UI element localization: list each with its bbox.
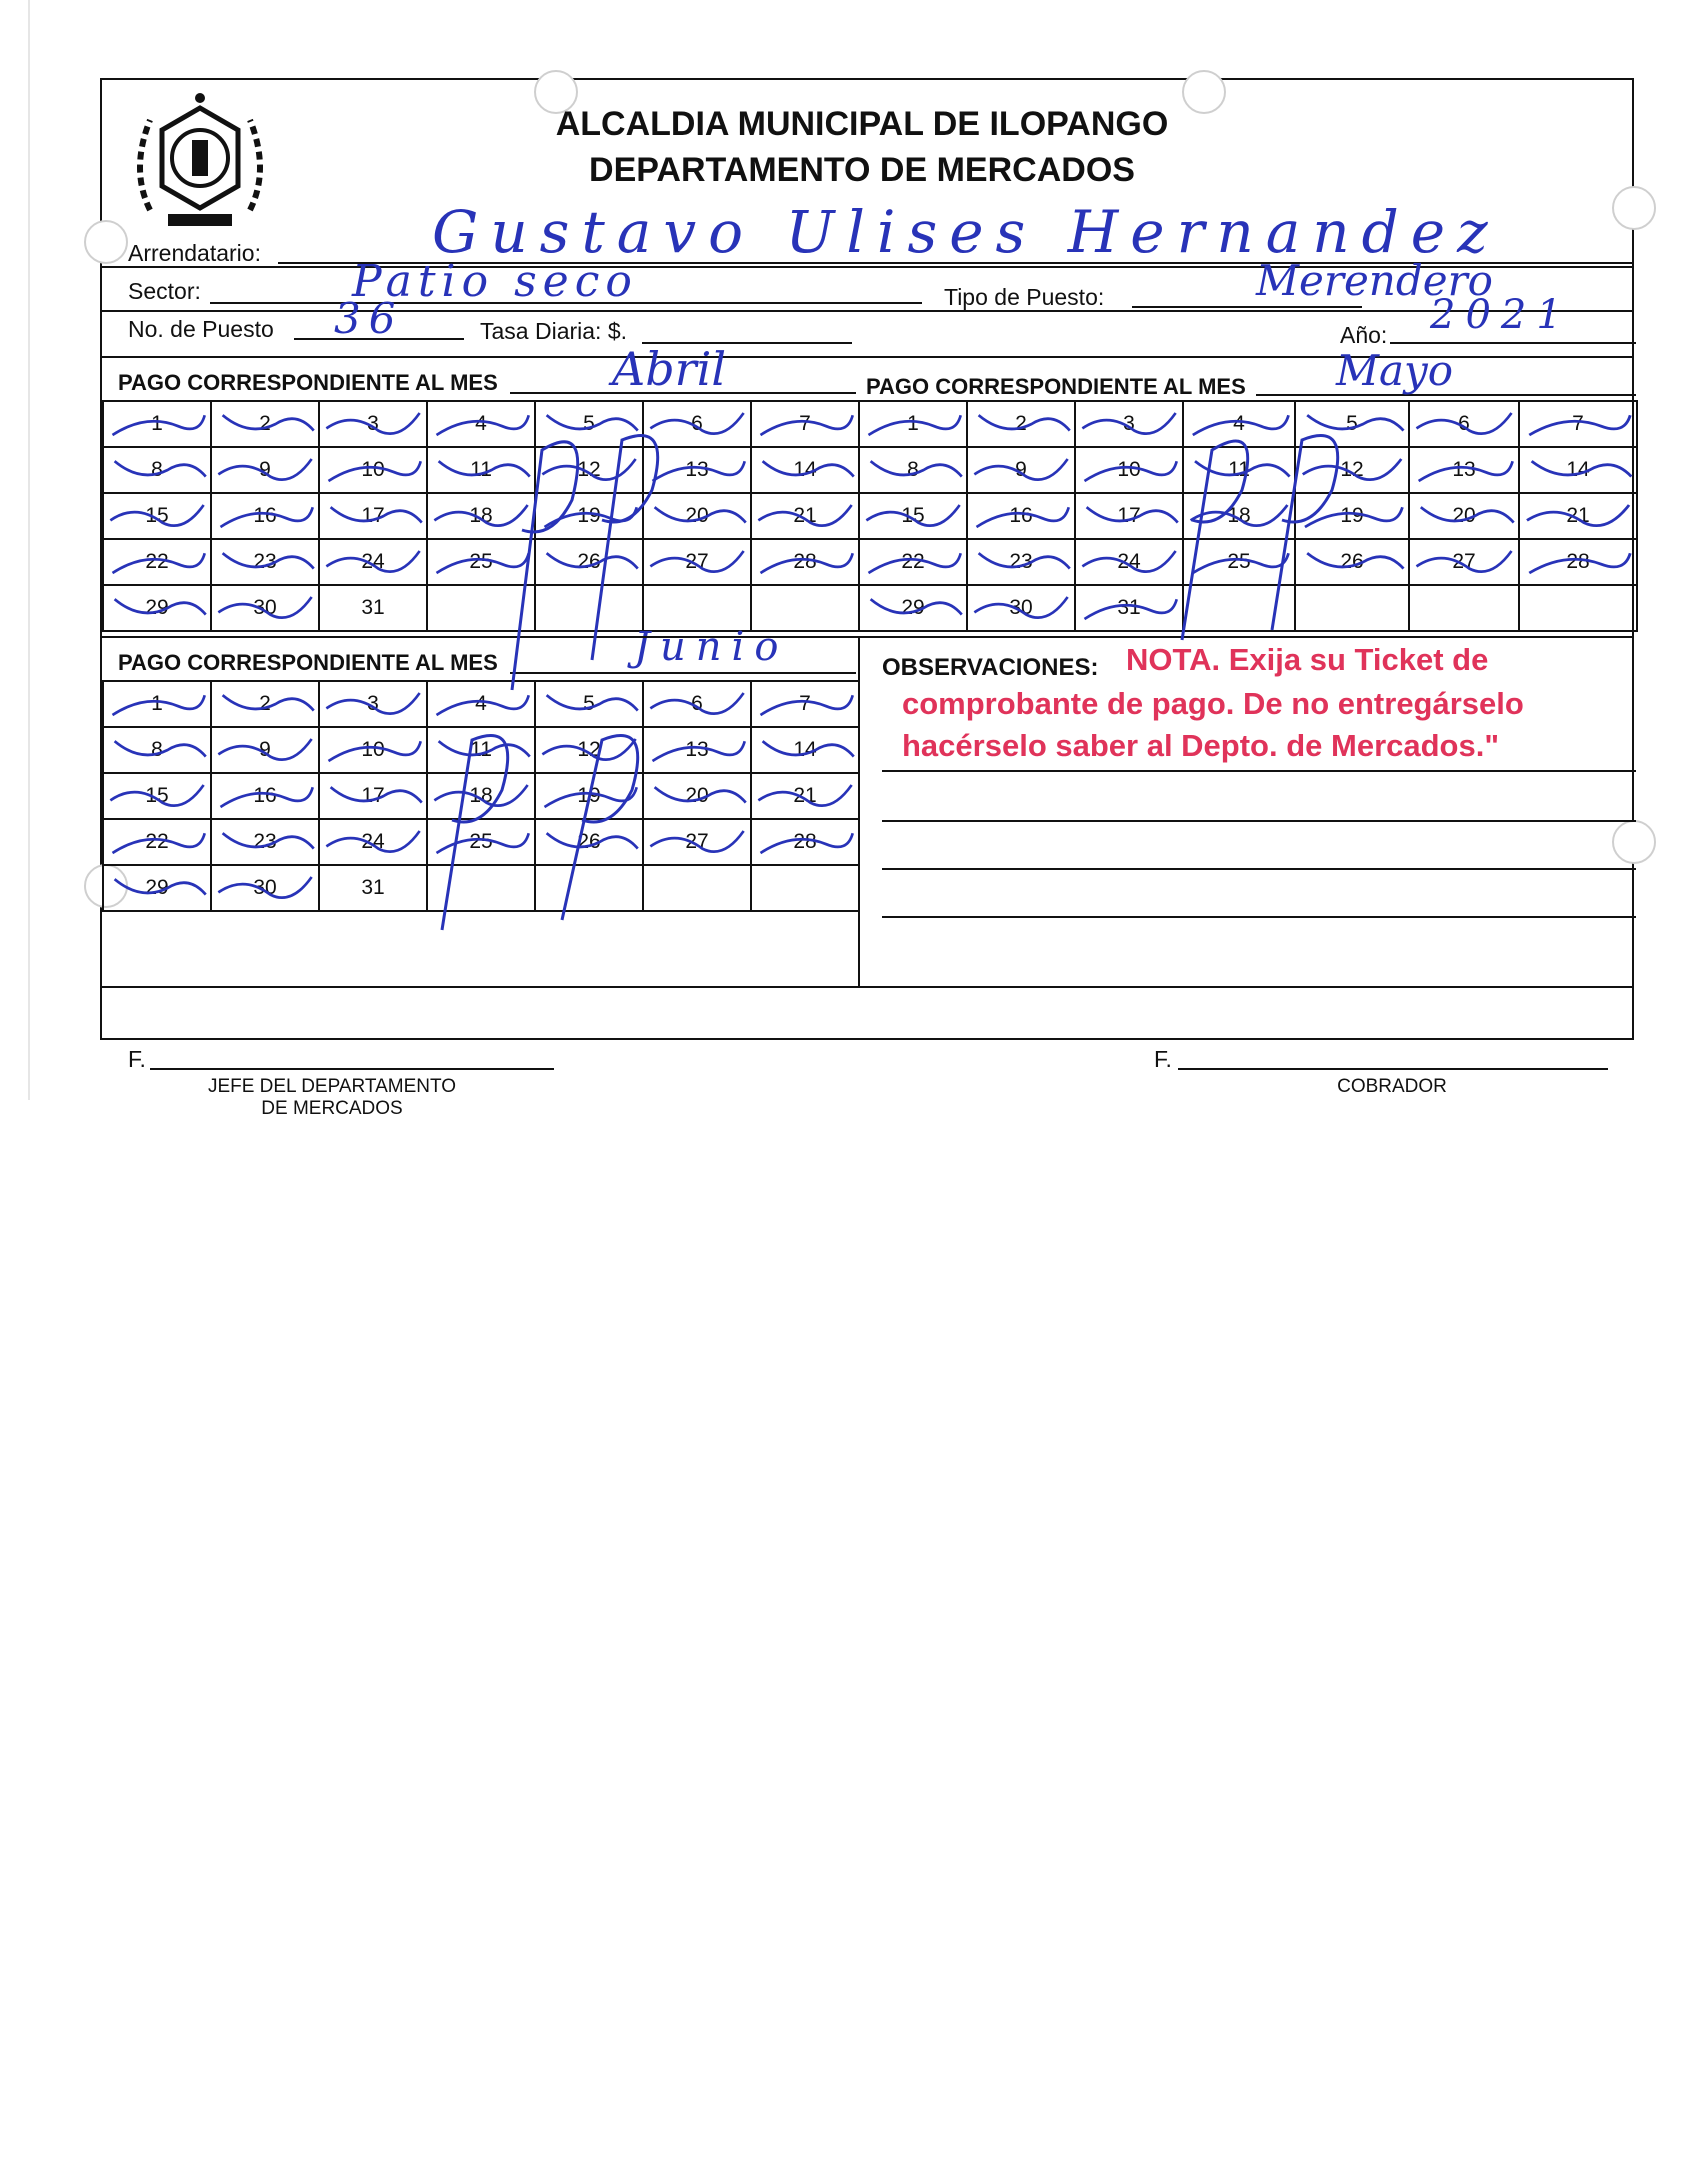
payment-check-mark <box>104 866 210 910</box>
empty-cell <box>751 865 859 911</box>
payment-check-mark <box>968 448 1074 492</box>
day-cell[interactable] <box>319 493 427 539</box>
day-number: 9 <box>259 458 271 481</box>
tipo-line <box>1132 306 1362 308</box>
observaciones-note-3: hacérselo saber al Depto. de Mercados." <box>902 728 1500 763</box>
day-number: 24 <box>1117 550 1141 573</box>
day-cell[interactable] <box>859 401 967 447</box>
payment-check-mark <box>752 682 858 726</box>
day-number: 27 <box>1452 550 1476 573</box>
day-cell[interactable] <box>1409 493 1519 539</box>
payment-check-mark <box>320 448 426 492</box>
day-number: 11 <box>1228 458 1250 481</box>
payment-check-mark <box>752 540 858 584</box>
day-number: 30 <box>1009 596 1033 619</box>
day-number: 22 <box>145 550 169 573</box>
jefe-caption-line1: JEFE DEL DEPARTAMENTO <box>207 1076 457 1097</box>
day-number: 1 <box>151 412 163 435</box>
day-number: 12 <box>577 738 601 761</box>
day-number: 3 <box>367 412 379 435</box>
day-number: 18 <box>1227 504 1251 527</box>
day-cell[interactable] <box>859 539 967 585</box>
payment-check-mark <box>320 402 426 446</box>
day-number: 26 <box>1340 550 1364 573</box>
day-number: 28 <box>793 830 817 853</box>
payment-check-mark <box>1410 540 1518 584</box>
day-number: 24 <box>361 550 385 573</box>
payment-check-mark <box>860 586 966 630</box>
payment-check-mark <box>212 774 318 818</box>
day-number: 30 <box>253 596 277 619</box>
day-cell[interactable] <box>967 447 1075 493</box>
sector-value[interactable]: Patio seco <box>352 256 638 307</box>
day-number: 17 <box>361 504 385 527</box>
day-cell[interactable] <box>211 819 319 865</box>
jefe-sign-prefix: F. <box>128 1046 146 1072</box>
day-number: 26 <box>577 830 601 853</box>
day-number: 21 <box>793 784 817 807</box>
payment-check-mark <box>212 586 318 630</box>
day-cell[interactable] <box>967 401 1075 447</box>
payment-check-mark <box>752 820 858 864</box>
day-cell[interactable] <box>751 539 859 585</box>
jefe-caption-line2: DE MERCADOS <box>261 1098 403 1119</box>
payment-check-mark <box>104 774 210 818</box>
page-title: ALCALDIA MUNICIPAL DE ILOPANGO <box>555 105 1169 143</box>
day-cell[interactable] <box>967 585 1075 631</box>
june-header-label: PAGO CORRESPONDIENTE AL MES <box>118 650 498 675</box>
payment-check-mark <box>968 494 1074 538</box>
handwritten-initials-mark <box>1152 410 1402 660</box>
day-number: 28 <box>793 550 817 573</box>
day-number: 14 <box>1566 458 1590 481</box>
day-cell[interactable] <box>211 865 319 911</box>
day-number: 27 <box>685 830 709 853</box>
observaciones-line <box>882 770 1636 772</box>
day-row <box>103 539 859 585</box>
observaciones-note-2: comprobante de pago. De no entregárselo <box>902 686 1524 721</box>
day-number: 21 <box>793 504 817 527</box>
payment-check-mark <box>860 540 966 584</box>
day-number: 14 <box>793 738 817 761</box>
day-cell[interactable] <box>211 727 319 773</box>
day-number: 21 <box>1566 504 1590 527</box>
day-cell[interactable] <box>967 539 1075 585</box>
anio-label: Año: <box>1340 322 1388 348</box>
tasa-label: Tasa Diaria: $. <box>480 318 628 344</box>
payment-check-mark <box>968 540 1074 584</box>
day-number: 1 <box>151 692 163 715</box>
day-cell[interactable] <box>1519 539 1637 585</box>
page-subtitle: DEPARTAMENTO DE MERCADOS <box>589 151 1135 189</box>
may-month-value[interactable]: Mayo <box>1336 346 1454 395</box>
municipal-seal-icon <box>120 90 280 240</box>
payment-check-mark <box>1410 448 1518 492</box>
payment-check-mark <box>1520 448 1636 492</box>
payment-check-mark <box>212 682 318 726</box>
day-cell[interactable] <box>751 447 859 493</box>
payment-check-mark <box>1410 402 1518 446</box>
day-number: 10 <box>361 458 385 481</box>
day-number: 27 <box>685 550 709 573</box>
day-number: 28 <box>1566 550 1590 573</box>
day-cell[interactable] <box>319 539 427 585</box>
day-cell[interactable] <box>211 681 319 727</box>
cobrador-sign-prefix: F. <box>1154 1046 1172 1072</box>
day-number: 16 <box>1009 504 1033 527</box>
day-cell[interactable] <box>103 447 211 493</box>
row-divider <box>102 310 1632 312</box>
payment-check-mark <box>104 540 210 584</box>
day-cell[interactable] <box>103 773 211 819</box>
day-cell[interactable] <box>103 681 211 727</box>
day-number: 3 <box>1123 412 1135 435</box>
payment-check-mark <box>212 820 318 864</box>
day-cell[interactable] <box>211 447 319 493</box>
payment-card <box>100 78 1634 1119</box>
day-cell[interactable] <box>103 539 211 585</box>
payment-check-mark <box>752 728 858 772</box>
day-cell[interactable] <box>319 401 427 447</box>
day-number: 20 <box>685 784 709 807</box>
payment-check-mark <box>968 586 1074 630</box>
day-number: 29 <box>145 596 169 619</box>
day-cell[interactable] <box>319 447 427 493</box>
day-number: 9 <box>259 738 271 761</box>
day-row <box>103 401 859 447</box>
day-cell[interactable] <box>103 819 211 865</box>
day-number: 25 <box>469 830 493 853</box>
day-number: 23 <box>253 550 277 573</box>
handwritten-initials-mark <box>482 410 742 710</box>
day-number: 22 <box>145 830 169 853</box>
day-number: 26 <box>577 550 601 573</box>
day-number: 31 <box>1117 596 1141 619</box>
day-number: 5 <box>583 692 595 715</box>
june-month-value[interactable]: Junio <box>634 624 789 670</box>
anio-value[interactable]: 2021 <box>1430 292 1572 338</box>
payment-check-mark <box>212 494 318 538</box>
cobrador-sign-line[interactable] <box>1178 1068 1608 1070</box>
payment-check-mark <box>104 728 210 772</box>
day-number: 3 <box>367 692 379 715</box>
payment-check-mark <box>1520 494 1636 538</box>
day-number: 30 <box>253 876 277 899</box>
payment-check-mark <box>104 402 210 446</box>
day-number: 19 <box>577 504 601 527</box>
payment-check-mark <box>1520 402 1636 446</box>
day-number: 31 <box>361 876 385 899</box>
punch-hole <box>1612 820 1656 864</box>
jefe-caption <box>202 1076 462 1120</box>
day-number: 6 <box>691 412 703 435</box>
day-number: 16 <box>253 784 277 807</box>
day-number: 8 <box>907 458 919 481</box>
april-days-table <box>102 400 860 632</box>
day-number: 2 <box>1015 412 1027 435</box>
sector-label: Sector: <box>128 278 201 304</box>
day-number: 4 <box>475 412 487 435</box>
observaciones-line <box>882 916 1636 918</box>
day-cell[interactable] <box>103 727 211 773</box>
day-cell[interactable] <box>319 585 427 631</box>
day-cell[interactable] <box>103 585 211 631</box>
day-cell[interactable] <box>103 493 211 539</box>
day-number: 13 <box>685 458 709 481</box>
cobrador-caption: COBRADOR <box>1337 1076 1447 1097</box>
day-number: 2 <box>259 692 271 715</box>
day-number: 7 <box>1572 412 1584 435</box>
day-cell[interactable] <box>751 401 859 447</box>
tipo-label: Tipo de Puesto: <box>944 284 1105 310</box>
payment-check-mark <box>212 402 318 446</box>
day-number: 6 <box>1458 412 1470 435</box>
day-cell[interactable] <box>211 493 319 539</box>
payment-check-mark <box>752 448 858 492</box>
day-number: 11 <box>470 458 492 481</box>
day-number: 23 <box>1009 550 1033 573</box>
day-cell[interactable] <box>211 585 319 631</box>
day-cell[interactable] <box>751 681 859 727</box>
payment-check-mark <box>1410 494 1518 538</box>
day-number: 15 <box>901 504 925 527</box>
day-number: 25 <box>1227 550 1251 573</box>
day-cell[interactable] <box>859 585 967 631</box>
payment-check-mark <box>320 494 426 538</box>
anio-line <box>1390 342 1636 344</box>
observaciones-line <box>882 820 1636 822</box>
handwritten-initials-mark <box>402 720 732 940</box>
day-number: 18 <box>469 784 493 807</box>
day-cell[interactable] <box>751 727 859 773</box>
day-number: 20 <box>685 504 709 527</box>
payment-check-mark <box>752 402 858 446</box>
puesto-label: No. de Puesto <box>128 316 274 342</box>
day-row <box>103 447 859 493</box>
day-cell[interactable] <box>103 401 211 447</box>
day-row <box>103 493 859 539</box>
day-number: 12 <box>1340 458 1364 481</box>
observaciones-divider <box>858 636 860 986</box>
may-header-label: PAGO CORRESPONDIENTE AL MES <box>866 374 1246 399</box>
day-number: 13 <box>685 738 709 761</box>
observaciones-note-1: NOTA. Exija su Ticket de <box>1126 642 1489 677</box>
payment-check-mark <box>104 494 210 538</box>
day-cell[interactable] <box>211 773 319 819</box>
day-cell[interactable] <box>211 539 319 585</box>
payment-check-mark <box>104 820 210 864</box>
day-cell[interactable] <box>967 493 1075 539</box>
day-number: 19 <box>1340 504 1364 527</box>
empty-cell <box>1409 585 1519 631</box>
day-number: 25 <box>469 550 493 573</box>
day-number: 7 <box>799 692 811 715</box>
day-number: 5 <box>583 412 595 435</box>
jefe-sign-line[interactable] <box>150 1068 554 1070</box>
day-cell[interactable] <box>1519 447 1637 493</box>
tipo-value[interactable]: Merendero <box>1256 256 1493 305</box>
section-divider <box>102 986 1632 988</box>
day-cell[interactable] <box>1409 539 1519 585</box>
payment-check-mark <box>968 402 1074 446</box>
day-number: 11 <box>470 738 492 761</box>
day-number: 15 <box>145 504 169 527</box>
payment-check-mark <box>212 448 318 492</box>
day-number: 13 <box>1452 458 1476 481</box>
april-header-label: PAGO CORRESPONDIENTE AL MES <box>118 370 498 395</box>
day-number: 23 <box>253 830 277 853</box>
payment-check-mark <box>752 494 858 538</box>
day-cell[interactable] <box>1519 493 1637 539</box>
observaciones-label: OBSERVACIONES: <box>882 654 1099 681</box>
day-cell[interactable] <box>859 447 967 493</box>
empty-cell <box>1519 585 1637 631</box>
day-number: 2 <box>259 412 271 435</box>
day-number: 22 <box>901 550 925 573</box>
day-number: 24 <box>361 830 385 853</box>
payment-check-mark <box>212 866 318 910</box>
day-number: 4 <box>1233 412 1245 435</box>
payment-check-mark <box>860 402 966 446</box>
day-cell[interactable] <box>1519 401 1637 447</box>
punch-hole <box>1612 186 1656 230</box>
day-number: 9 <box>1015 458 1027 481</box>
day-number: 14 <box>793 458 817 481</box>
day-number: 12 <box>577 458 601 481</box>
day-number: 31 <box>361 596 385 619</box>
arrendatario-value[interactable]: Gustavo Ulises Hernandez <box>432 198 1500 266</box>
payment-check-mark <box>860 494 966 538</box>
arrendatario-label: Arrendatario: <box>128 240 261 266</box>
day-number: 16 <box>253 504 277 527</box>
payment-check-mark <box>212 540 318 584</box>
payment-check-mark <box>752 774 858 818</box>
observaciones-line <box>882 868 1636 870</box>
payment-check-mark <box>860 448 966 492</box>
payment-check-mark <box>104 448 210 492</box>
day-number: 17 <box>361 784 385 807</box>
day-cell[interactable] <box>211 401 319 447</box>
payment-check-mark <box>104 682 210 726</box>
scan-edge <box>28 0 30 1100</box>
day-cell[interactable] <box>751 773 859 819</box>
day-cell[interactable] <box>859 493 967 539</box>
day-cell[interactable] <box>751 493 859 539</box>
payment-check-mark <box>320 540 426 584</box>
day-cell[interactable] <box>751 819 859 865</box>
day-number: 10 <box>361 738 385 761</box>
day-number: 19 <box>577 784 601 807</box>
day-number: 6 <box>691 692 703 715</box>
day-number: 29 <box>901 596 925 619</box>
day-number: 8 <box>151 458 163 481</box>
day-number: 18 <box>469 504 493 527</box>
april-month-value[interactable]: Abril <box>612 342 727 396</box>
day-number: 29 <box>145 876 169 899</box>
day-number: 7 <box>799 412 811 435</box>
puesto-value[interactable]: 36 <box>334 294 404 343</box>
day-number: 5 <box>1346 412 1358 435</box>
day-number: 8 <box>151 738 163 761</box>
day-number: 4 <box>475 692 487 715</box>
day-cell[interactable] <box>103 865 211 911</box>
payment-check-mark <box>212 728 318 772</box>
day-cell[interactable] <box>1409 447 1519 493</box>
day-number: 10 <box>1117 458 1141 481</box>
payment-check-mark <box>1520 540 1636 584</box>
day-number: 1 <box>907 412 919 435</box>
section-divider <box>102 636 1632 638</box>
day-number: 15 <box>145 784 169 807</box>
day-number: 17 <box>1117 504 1141 527</box>
day-cell[interactable] <box>1409 401 1519 447</box>
day-number: 20 <box>1452 504 1476 527</box>
payment-check-mark <box>104 586 210 630</box>
